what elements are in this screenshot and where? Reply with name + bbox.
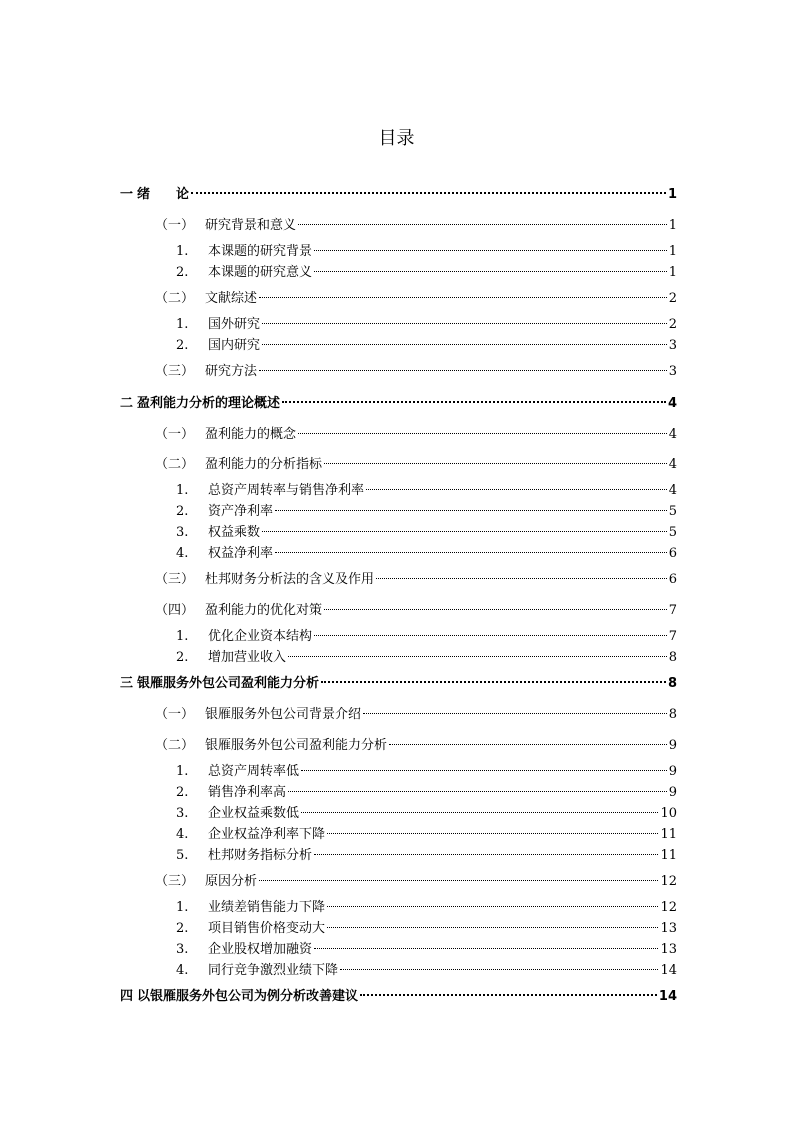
toc-dot-leader [191, 191, 666, 194]
toc-entry-level3[interactable] [176, 649, 677, 667]
toc-entry-page: 8 [668, 707, 677, 722]
toc-dot-leader [259, 296, 667, 298]
toc-entry-level2[interactable] [155, 426, 677, 444]
toc-entry-page: 11 [660, 827, 677, 842]
toc-entry-title: 优化企业资本结构 [208, 629, 313, 644]
toc-entry-title: 研究背景和意义 [205, 218, 297, 233]
toc-entry-number: （一） [155, 427, 195, 442]
toc-entry-title: 银雁服务外包公司盈利能力分析 [205, 738, 388, 753]
toc-entry-number: 2. [176, 265, 189, 280]
toc-dot-leader [340, 968, 658, 970]
toc-entry-page: 4 [668, 457, 677, 472]
toc-entry-title: 本课题的研究意义 [208, 265, 313, 280]
toc-entry-number: 2. [176, 921, 189, 936]
toc-entry-page: 4 [668, 427, 677, 442]
toc-entry-level3[interactable] [176, 243, 677, 261]
toc-dot-leader [288, 655, 667, 657]
toc-entry-page: 11 [660, 848, 677, 863]
toc-entry-number: （一） [155, 218, 195, 233]
toc-entry-title: 同行竞争激烈业绩下降 [208, 963, 339, 978]
toc-entry-level3[interactable] [176, 962, 677, 980]
toc-dot-leader [298, 223, 667, 225]
toc-dot-leader [389, 743, 667, 745]
toc-entry-number: 2. [176, 504, 189, 519]
toc-dot-leader [327, 905, 658, 907]
toc-entry-number: 4. [176, 963, 189, 978]
toc-dot-leader [327, 832, 658, 834]
toc-entry-page: 13 [660, 942, 677, 957]
toc-entry-page: 12 [660, 900, 677, 915]
toc-dot-leader [324, 462, 667, 464]
toc-entry-page: 1 [668, 218, 677, 233]
toc-entry-level3[interactable] [176, 337, 677, 355]
toc-entry-level2[interactable] [155, 873, 677, 891]
toc-entry-title: 银雁服务外包公司背景介绍 [205, 707, 362, 722]
toc-entry-page: 3 [668, 338, 677, 353]
toc-entry-page: 4 [667, 396, 677, 411]
toc-entry-number: 1. [176, 244, 189, 259]
toc-entry-number: （一） [155, 707, 195, 722]
toc-dot-leader [262, 530, 667, 532]
toc-entry-number: 5. [176, 848, 189, 863]
toc-entry-page: 5 [668, 504, 677, 519]
toc-entry-number: 二 [120, 396, 134, 411]
toc-entry-number: （三） [155, 874, 195, 889]
toc-entry-title: 国内研究 [208, 338, 261, 353]
toc-entry-title: 总资产周转率与销售净利率 [208, 483, 365, 498]
toc-entry-number: 3. [176, 806, 189, 821]
toc-entry-level1[interactable] [120, 186, 677, 204]
toc-dot-leader [314, 249, 667, 251]
toc-entry-level3[interactable] [176, 482, 677, 500]
toc-dot-leader [366, 488, 667, 490]
toc-entry-level3[interactable] [176, 503, 677, 521]
toc-entry-title: 国外研究 [208, 317, 261, 332]
toc-entry-title: 业绩差销售能力下降 [208, 900, 326, 915]
toc-entry-level1[interactable] [120, 988, 677, 1006]
toc-entry-level3[interactable] [176, 316, 677, 334]
toc-entry-number: （三） [155, 572, 195, 587]
toc-entry-title: 文献综述 [205, 291, 258, 306]
toc-dot-leader [275, 551, 667, 553]
toc-entry-title: 盈利能力分析的理论概述 [137, 396, 281, 411]
toc-entry-title: 权益净利率 [208, 546, 274, 561]
toc-dot-leader [259, 879, 658, 881]
toc-entry-number: （二） [155, 291, 195, 306]
toc-entry-title: 增加营业收入 [208, 650, 287, 665]
toc-entry-title: 以银雁服务外包公司为例分析改善建议 [137, 989, 359, 1004]
toc-entry-level2[interactable] [155, 706, 677, 724]
toc-entry-number: 三 [120, 676, 134, 691]
toc-entry-page: 4 [668, 483, 677, 498]
toc-entry-page: 9 [668, 738, 677, 753]
toc-dot-leader [288, 790, 667, 792]
toc-entry-page: 7 [668, 603, 677, 618]
toc-entry-number: 1. [176, 629, 189, 644]
toc-entry-title: 企业权益净利率下降 [208, 827, 326, 842]
toc-entry-number: （二） [155, 457, 195, 472]
toc-entry-title: 权益乘数 [208, 525, 261, 540]
toc-entry-number: （四） [155, 603, 195, 618]
toc-dot-leader [327, 926, 658, 928]
toc-entry-level3[interactable] [176, 847, 677, 865]
toc-entry-number: 一 [120, 187, 134, 202]
toc-dot-leader [376, 577, 667, 579]
toc-entry-level3[interactable] [176, 628, 677, 646]
toc-entry-level1[interactable] [120, 675, 677, 693]
toc-entry-title: 研究方法 [205, 364, 258, 379]
toc-dot-leader [360, 993, 657, 996]
toc-entry-number: 2. [176, 338, 189, 353]
toc-entry-number: 3. [176, 525, 189, 540]
toc-entry-page: 5 [668, 525, 677, 540]
toc-entry-title: 杜邦财务分析法的含义及作用 [205, 572, 375, 587]
toc-entry-number: （三） [155, 364, 195, 379]
toc-entry-number: 3. [176, 942, 189, 957]
toc-entry-title: 企业权益乘数低 [208, 806, 300, 821]
toc-entry-number: 1. [176, 764, 189, 779]
toc-entry-level3[interactable] [176, 941, 677, 959]
toc-entry-level3[interactable] [176, 899, 677, 917]
toc-dot-leader [321, 680, 666, 683]
toc-entry-level2[interactable] [155, 737, 677, 755]
toc-entry-page: 2 [668, 291, 677, 306]
toc-dot-leader [262, 322, 667, 324]
toc-entry-page: 6 [668, 546, 677, 561]
toc-entry-page: 1 [667, 187, 677, 202]
toc-entry-page: 14 [660, 963, 677, 978]
toc-entry-page: 1 [668, 265, 677, 280]
toc-entry-level3[interactable] [176, 763, 677, 781]
toc-dot-leader [298, 432, 667, 434]
toc-entry-number: 2. [176, 650, 189, 665]
toc-entry-level2[interactable] [155, 363, 677, 381]
toc-entry-page: 8 [668, 650, 677, 665]
toc-entry-level3[interactable] [176, 920, 677, 938]
toc-entry-level2[interactable] [155, 456, 677, 474]
toc-entry-level2[interactable] [155, 602, 677, 620]
toc-dot-leader [314, 853, 658, 855]
toc-entry-level3[interactable] [176, 805, 677, 823]
toc-dot-leader [275, 509, 667, 511]
toc-entry-title: 杜邦财务指标分析 [208, 848, 313, 863]
toc-dot-leader [301, 811, 658, 813]
toc-entry-page: 8 [667, 676, 677, 691]
toc-entry-title: 本课题的研究背景 [208, 244, 313, 259]
toc-entry-level3[interactable] [176, 826, 677, 844]
toc-entry-page: 9 [668, 764, 677, 779]
toc-entry-title: 银雁服务外包公司盈利能力分析 [137, 676, 320, 691]
toc-dot-leader [301, 769, 667, 771]
toc-entry-title: 绪 论 [137, 187, 190, 202]
toc-entry-title: 盈利能力的分析指标 [205, 457, 323, 472]
toc-dot-leader [314, 634, 667, 636]
toc-entry-number: （二） [155, 738, 195, 753]
toc-entry-level1[interactable] [120, 395, 677, 413]
page-title: 目录 [378, 128, 415, 149]
toc-entry-number: 4. [176, 827, 189, 842]
toc-entry-page: 14 [658, 989, 677, 1004]
toc-dot-leader [259, 369, 667, 371]
toc-entry-title: 项目销售价格变动大 [208, 921, 326, 936]
toc-entry-page: 10 [660, 806, 677, 821]
toc-entry-title: 总资产周转率低 [208, 764, 300, 779]
toc-dot-leader [282, 400, 666, 403]
toc-entry-number: 1. [176, 317, 189, 332]
toc-entry-level3[interactable] [176, 264, 677, 282]
toc-dot-leader [324, 608, 667, 610]
toc-entry-page: 13 [660, 921, 677, 936]
toc-entry-title: 盈利能力的概念 [205, 427, 297, 442]
toc-entry-level2[interactable] [155, 571, 677, 589]
toc-entry-title: 资产净利率 [208, 504, 274, 519]
toc-entry-page: 9 [668, 785, 677, 800]
toc-entry-page: 1 [668, 244, 677, 259]
toc-entry-number: 四 [120, 989, 134, 1004]
toc-entry-number: 4. [176, 546, 189, 561]
toc-entry-number: 1. [176, 900, 189, 915]
toc-entry-level3[interactable] [176, 784, 677, 802]
toc-entry-page: 2 [668, 317, 677, 332]
toc-entry-level2[interactable] [155, 290, 677, 308]
toc-entry-level3[interactable] [176, 524, 677, 542]
toc-entry-number: 2. [176, 785, 189, 800]
toc-entry-page: 12 [660, 874, 677, 889]
toc-entry-page: 7 [668, 629, 677, 644]
toc-dot-leader [314, 270, 667, 272]
toc-entry-number: 1. [176, 483, 189, 498]
toc-entry-title: 销售净利率高 [208, 785, 287, 800]
toc-entry-page: 3 [668, 364, 677, 379]
toc-entry-title: 原因分析 [205, 874, 258, 889]
toc-entry-title: 盈利能力的优化对策 [205, 603, 323, 618]
toc-entry-page: 6 [668, 572, 677, 587]
toc-dot-leader [262, 343, 667, 345]
toc-entry-level2[interactable] [155, 217, 677, 235]
toc-dot-leader [363, 712, 667, 714]
toc-entry-level3[interactable] [176, 545, 677, 563]
toc-entry-title: 企业股权增加融资 [208, 942, 313, 957]
toc-dot-leader [314, 947, 658, 949]
